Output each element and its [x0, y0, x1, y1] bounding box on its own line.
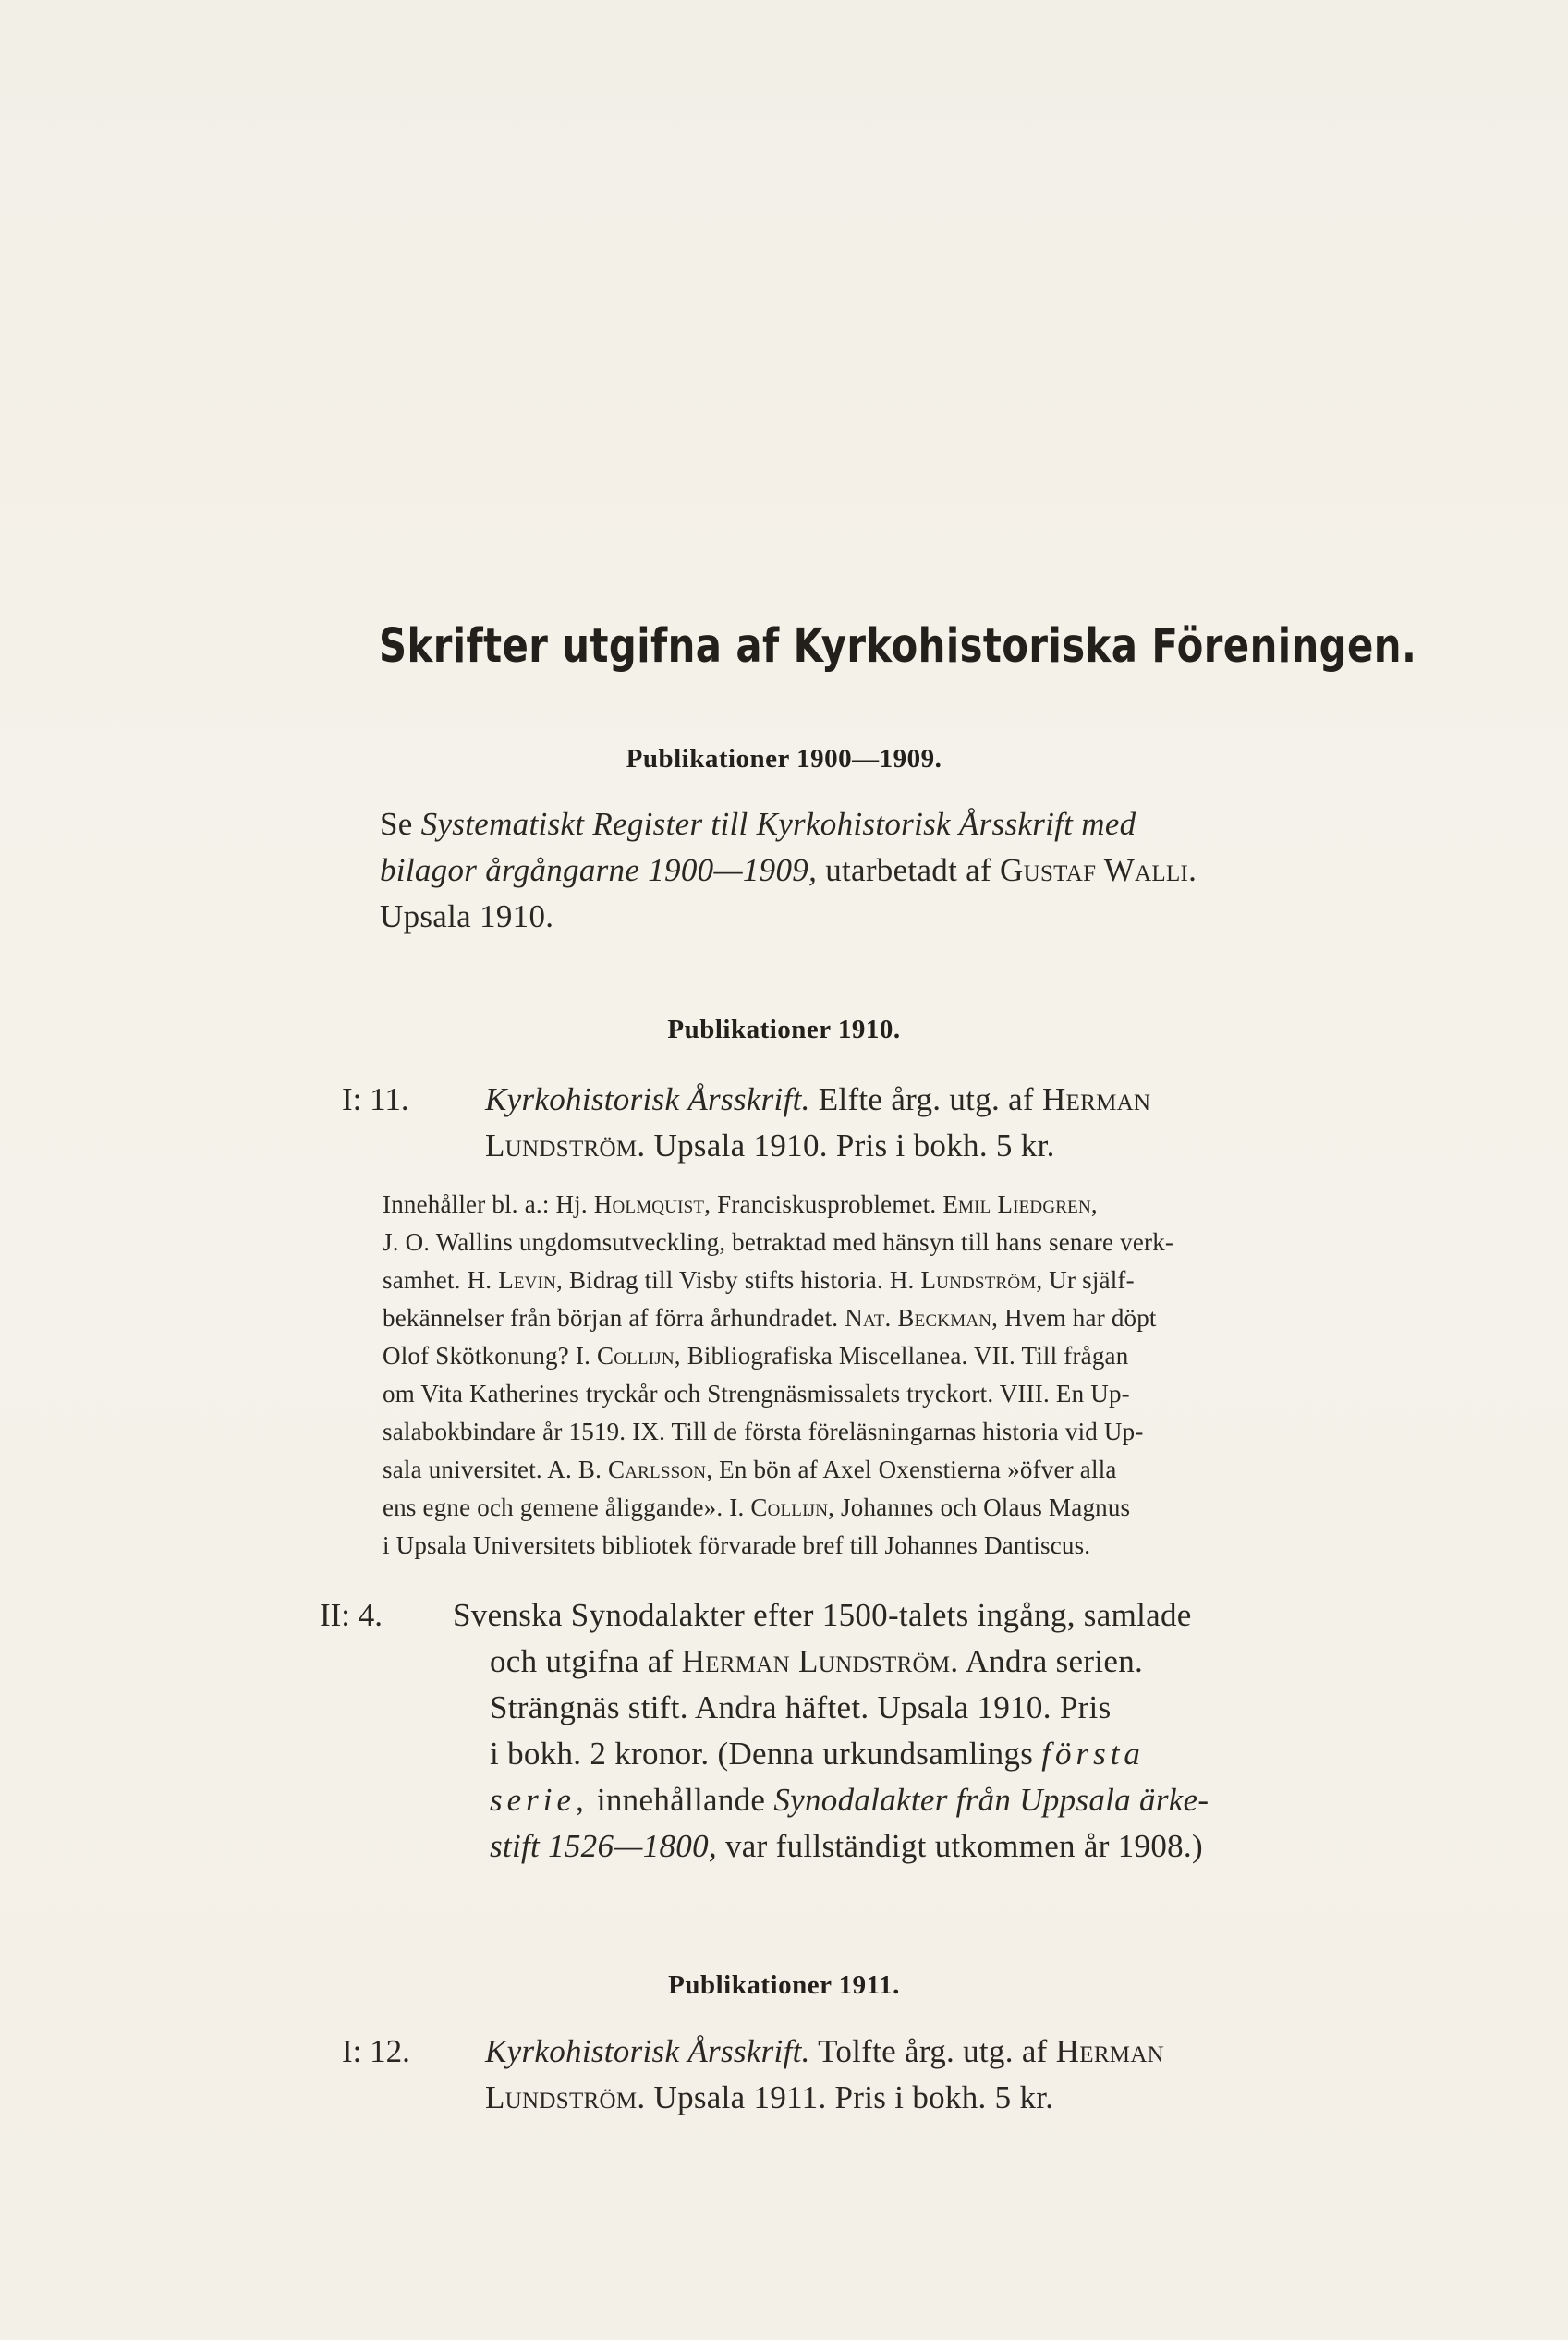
entry-editor-prefix: och utgifna af — [490, 1643, 674, 1679]
entry-emphasis: serie, — [490, 1782, 589, 1818]
entry-synodalakter — [453, 1592, 1460, 1870]
article-title: samhet. H. — [383, 1266, 492, 1294]
register-line-3 — [380, 894, 1442, 940]
author-name: Emil Liedgren, — [942, 1190, 1098, 1218]
article-title: Franciskusproblemet. — [717, 1190, 937, 1218]
register-editor: Gustaf Walli. — [1000, 852, 1197, 888]
entry-number: I: 11. — [342, 1081, 409, 1117]
entry-line — [453, 1731, 1460, 1777]
contents-line — [383, 1224, 1445, 1261]
entry-line — [453, 1685, 1460, 1731]
article-title: Hvem har döpt — [1004, 1304, 1157, 1332]
section-heading-1911: Publikationer 1911. — [668, 1970, 900, 2000]
contents-intro: Innehåller bl. a.: Hj. — [383, 1190, 588, 1218]
article-title: En bön af Axel Oxenstierna »öfver alla — [719, 1456, 1117, 1483]
article-title: i Upsala Universitets bibliotek förvarade bref till Johannes Dantiscus. — [383, 1531, 1091, 1559]
entry-imprint-price: Upsala 1910. Pris i bokh. 5 kr. — [653, 1127, 1055, 1164]
entry-number: I: 12. — [342, 2033, 410, 2069]
entry-line — [453, 1639, 1460, 1685]
contents-paragraph — [383, 1186, 1445, 1565]
contents-line — [383, 1527, 1445, 1565]
author-name: Collijn, — [597, 1342, 681, 1370]
article-title: Olof Skötkonung? I. — [383, 1342, 591, 1370]
entry-arsskrift-1911 — [485, 2029, 1455, 2121]
author-name: Nat. Beckman, — [845, 1304, 999, 1332]
article-title: salabokbindare år 1519. IX. Till de första föreläsningarnas historia vid Up- — [383, 1418, 1144, 1445]
entry-line-1 — [485, 2029, 1455, 2075]
entry-edition: Elfte årg. utg. af — [818, 1081, 1034, 1117]
author-name: Lundström, — [920, 1266, 1043, 1294]
register-imprint: Upsala 1910. — [380, 898, 554, 934]
page-title: Skrifter utgifna af Kyrkohistoriska Föreningen. — [379, 619, 1417, 674]
register-prefix: Se — [380, 806, 413, 842]
contents-line — [383, 1261, 1445, 1299]
contents-line — [383, 1413, 1445, 1451]
author-name: Holmquist, — [593, 1190, 711, 1218]
entry-note: var fullständigt utkommen år 1908.) — [725, 1828, 1203, 1864]
entry-editor: Herman — [1055, 2033, 1165, 2069]
article-title: Bidrag till Visby stifts historia. H. — [568, 1266, 915, 1294]
entry-line-2 — [485, 2075, 1455, 2121]
article-title: Ur själf- — [1049, 1266, 1135, 1294]
entry-title: Kyrkohistorisk Årsskrift. — [485, 2033, 810, 2069]
contents-line — [383, 1186, 1445, 1224]
entry-title: Kyrkohistorisk Årsskrift. — [485, 1081, 810, 1117]
author-name: Carlsson, — [608, 1456, 713, 1483]
register-title-cont: bilagor årgångarne 1900—1909, — [380, 852, 818, 888]
entry-editor: Herman Lundström. — [681, 1643, 959, 1679]
article-title: ens egne och gemene åliggande». I. — [383, 1493, 745, 1521]
entry-imprint: Strängnäs stift. Andra häftet. Upsala 1910. Pris — [490, 1689, 1112, 1725]
register-title: Systematiskt Register till Kyrkohistorisk Årsskrift med — [420, 806, 1136, 842]
register-line-1 — [380, 801, 1442, 847]
article-title: bekännelser från början af förra århundradet. — [383, 1304, 839, 1332]
entry-related-title: stift 1526—1800, — [490, 1828, 717, 1864]
entry-title: Svenska Synodalakter efter 1500-talets ingång, samlade — [453, 1597, 1192, 1633]
entry-edition: Tolfte årg. utg. af — [818, 2033, 1048, 2069]
article-title: om Vita Katherines tryckår och Strengnäsmissalets tryckort. VIII. En Up- — [383, 1380, 1130, 1408]
register-entry — [380, 801, 1442, 940]
article-title: Johannes och Olaus Magnus — [841, 1493, 1131, 1521]
entry-imprint-price: Upsala 1911. Pris i bokh. 5 kr. — [653, 2079, 1054, 2115]
entry-editor-surname: Lundström. — [485, 2079, 646, 2115]
author-name: Collijn, — [750, 1493, 835, 1521]
contents-line — [383, 1337, 1445, 1375]
author-name: Levin, — [498, 1266, 564, 1294]
register-editor-prefix: utarbetadt af — [825, 852, 991, 888]
entry-arsskrift-1910 — [485, 1077, 1455, 1169]
entry-related-title: Synodalakter från Uppsala ärke- — [773, 1782, 1209, 1818]
entry-line-1 — [485, 1077, 1455, 1123]
article-title: Bibliografiska Miscellanea. VII. Till frågan — [687, 1342, 1129, 1370]
entry-note: innehållande — [596, 1782, 766, 1818]
entry-line — [453, 1592, 1460, 1639]
contents-line — [383, 1451, 1445, 1489]
contents-line — [383, 1489, 1445, 1527]
article-title: sala universitet. A. B. — [383, 1456, 602, 1483]
entry-editor-surname: Lundström. — [485, 1127, 646, 1164]
section-heading-1910: Publikationer 1910. — [667, 1015, 901, 1044]
register-line-2 — [380, 847, 1442, 894]
section-heading-1900-1909: Publikationer 1900—1909. — [626, 744, 942, 774]
entry-editor: Herman — [1041, 1081, 1151, 1117]
article-title: J. O. Wallins ungdomsutveckling, betraktad med hänsyn till hans senare verk- — [383, 1228, 1174, 1256]
entry-line — [453, 1823, 1460, 1870]
entry-line — [453, 1777, 1460, 1823]
entry-emphasis: första — [1041, 1736, 1145, 1772]
contents-line — [383, 1299, 1445, 1337]
entry-series: Andra serien. — [965, 1643, 1144, 1679]
contents-line — [383, 1375, 1445, 1413]
entry-price-note: i bokh. 2 kronor. (Denna urkundsamlings — [490, 1736, 1034, 1772]
entry-number: II: 4. — [320, 1597, 383, 1633]
entry-line-2 — [485, 1123, 1455, 1169]
